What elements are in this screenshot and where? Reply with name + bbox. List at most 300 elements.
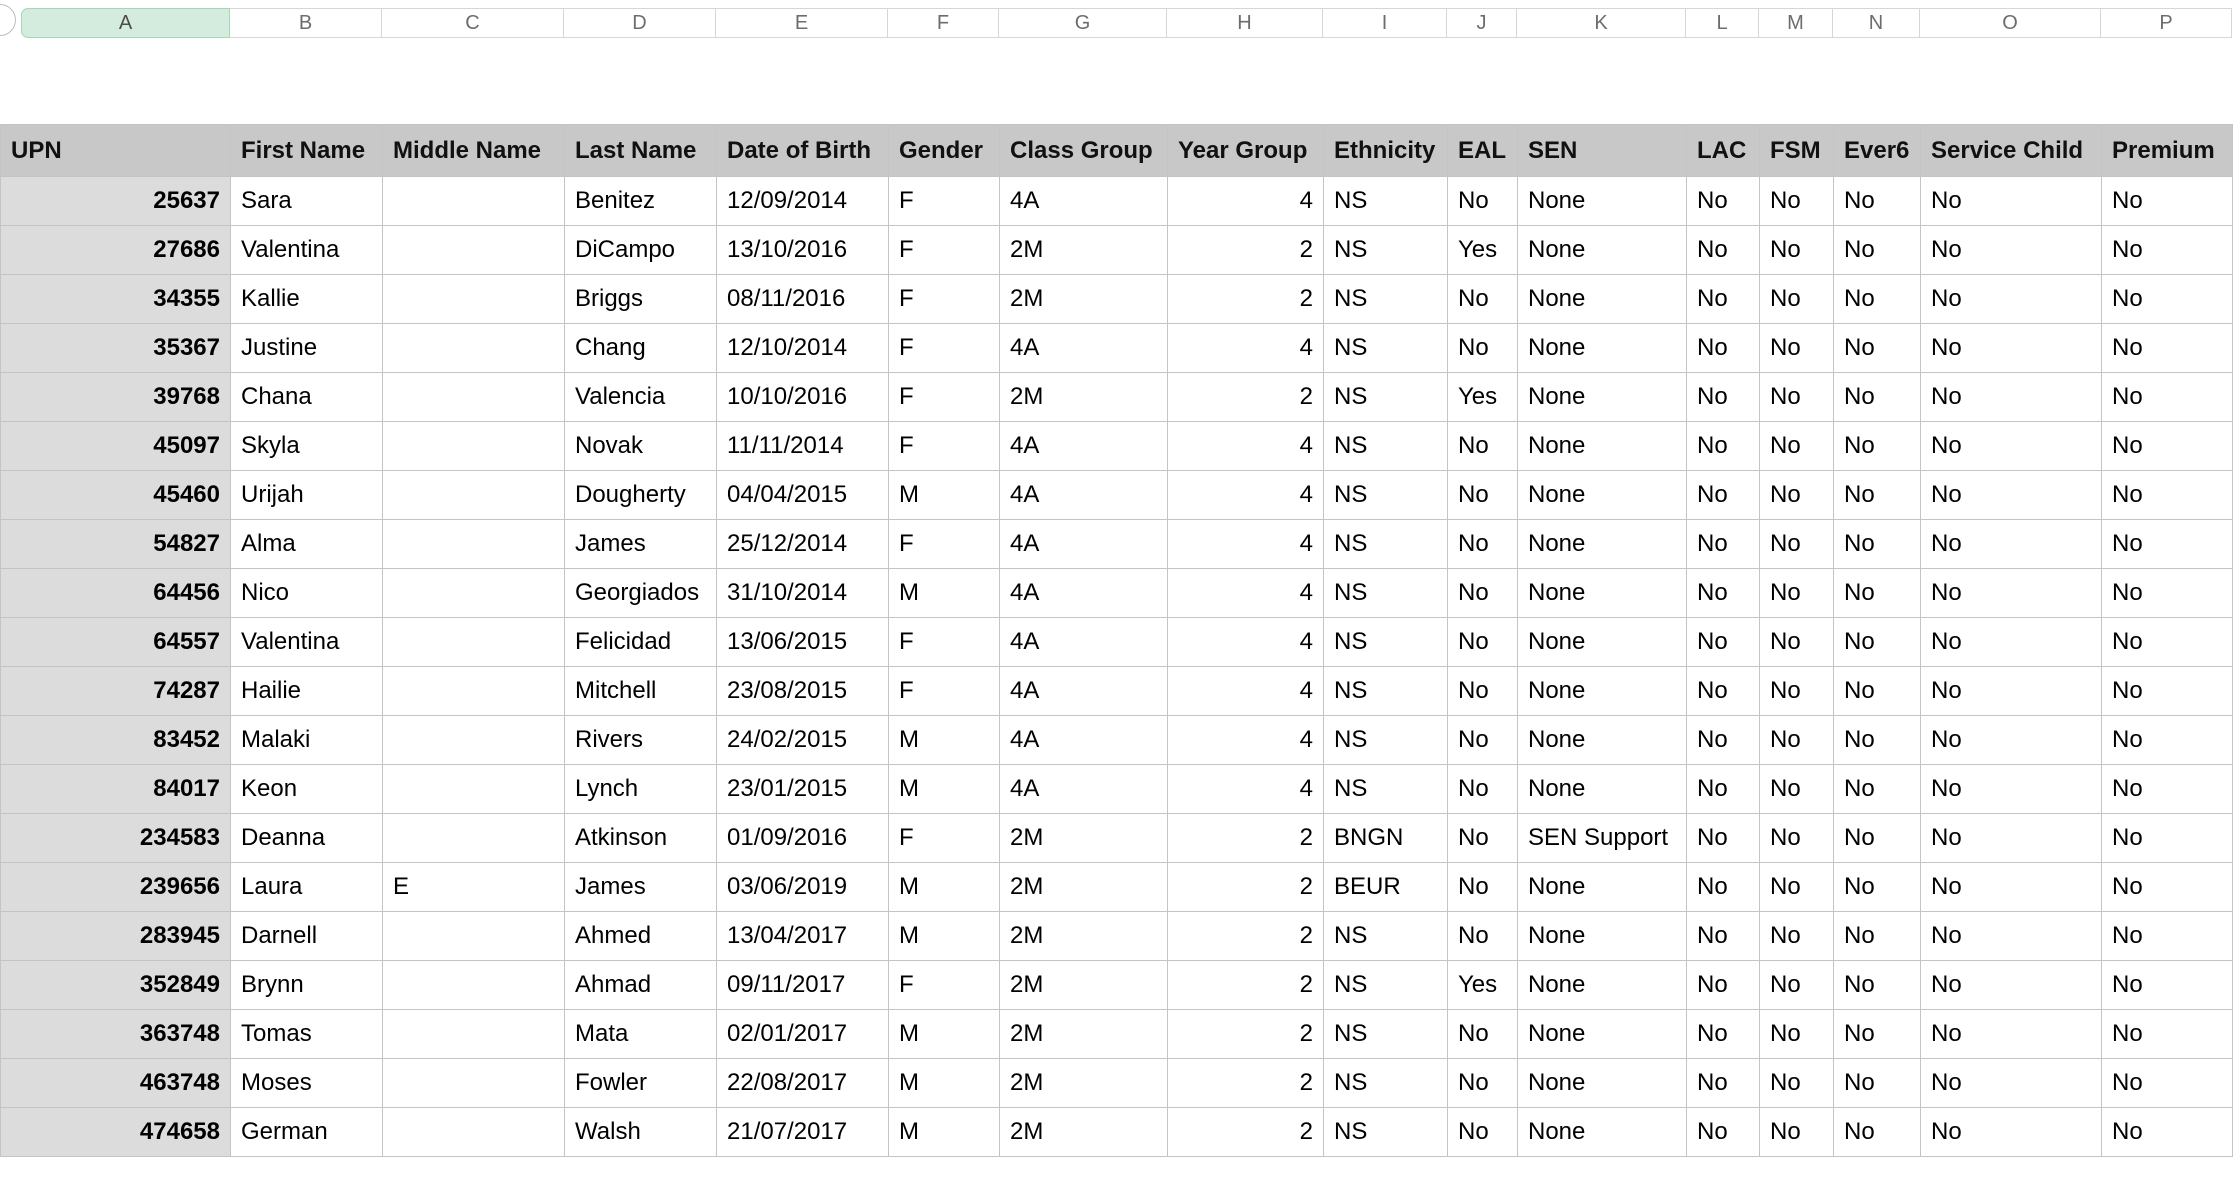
cell-upn[interactable]: 234583	[1, 814, 231, 863]
cell-sen[interactable]: None	[1518, 177, 1687, 226]
cell-date-of-birth[interactable]: 12/09/2014	[717, 177, 889, 226]
cell-first-name[interactable]: Chana	[231, 373, 383, 422]
header-ever6[interactable]: Ever6	[1834, 125, 1921, 177]
cell-ever6[interactable]: No	[1834, 618, 1921, 667]
cell-date-of-birth[interactable]: 08/11/2016	[717, 275, 889, 324]
cell-fsm[interactable]: No	[1760, 226, 1834, 275]
cell-middle-name[interactable]	[383, 1059, 565, 1108]
cell-date-of-birth[interactable]: 11/11/2014	[717, 422, 889, 471]
cell-date-of-birth[interactable]: 23/01/2015	[717, 765, 889, 814]
header-date-of-birth[interactable]: Date of Birth	[717, 125, 889, 177]
cell-ever6[interactable]: No	[1834, 275, 1921, 324]
cell-fsm[interactable]: No	[1760, 814, 1834, 863]
cell-upn[interactable]: 35367	[1, 324, 231, 373]
cell-first-name[interactable]: Moses	[231, 1059, 383, 1108]
cell-eal[interactable]: No	[1448, 569, 1518, 618]
cell-service-child[interactable]: No	[1921, 324, 2102, 373]
cell-ethnicity[interactable]: NS	[1324, 422, 1448, 471]
cell-eal[interactable]: No	[1448, 471, 1518, 520]
cell-premium[interactable]: No	[2102, 1108, 2233, 1157]
cell-last-name[interactable]: Mata	[565, 1010, 717, 1059]
cell-lac[interactable]: No	[1687, 520, 1760, 569]
cell-ever6[interactable]: No	[1834, 863, 1921, 912]
cell-middle-name[interactable]	[383, 520, 565, 569]
cell-middle-name[interactable]	[383, 961, 565, 1010]
cell-ever6[interactable]: No	[1834, 520, 1921, 569]
cell-upn[interactable]: 34355	[1, 275, 231, 324]
cell-service-child[interactable]: No	[1921, 961, 2102, 1010]
cell-ethnicity[interactable]: NS	[1324, 1059, 1448, 1108]
cell-eal[interactable]: No	[1448, 275, 1518, 324]
cell-fsm[interactable]: No	[1760, 961, 1834, 1010]
cell-class-group[interactable]: 4A	[1000, 520, 1168, 569]
cell-gender[interactable]: F	[889, 177, 1000, 226]
cell-premium[interactable]: No	[2102, 765, 2233, 814]
cell-year-group[interactable]: 2	[1168, 863, 1324, 912]
cell-service-child[interactable]: No	[1921, 1108, 2102, 1157]
cell-ethnicity[interactable]: NS	[1324, 177, 1448, 226]
cell-year-group[interactable]: 4	[1168, 569, 1324, 618]
cell-first-name[interactable]: Tomas	[231, 1010, 383, 1059]
cell-gender[interactable]: F	[889, 667, 1000, 716]
cell-ever6[interactable]: No	[1834, 961, 1921, 1010]
cell-year-group[interactable]: 2	[1168, 226, 1324, 275]
cell-last-name[interactable]: Ahmed	[565, 912, 717, 961]
cell-gender[interactable]: M	[889, 569, 1000, 618]
cell-first-name[interactable]: Kallie	[231, 275, 383, 324]
cell-service-child[interactable]: No	[1921, 373, 2102, 422]
cell-ethnicity[interactable]: BNGN	[1324, 814, 1448, 863]
cell-year-group[interactable]: 4	[1168, 618, 1324, 667]
cell-upn[interactable]: 64557	[1, 618, 231, 667]
cell-ethnicity[interactable]: BEUR	[1324, 863, 1448, 912]
cell-first-name[interactable]: Hailie	[231, 667, 383, 716]
cell-middle-name[interactable]	[383, 1108, 565, 1157]
cell-eal[interactable]: No	[1448, 1108, 1518, 1157]
cell-last-name[interactable]: Felicidad	[565, 618, 717, 667]
cell-year-group[interactable]: 4	[1168, 520, 1324, 569]
cell-last-name[interactable]: Rivers	[565, 716, 717, 765]
cell-date-of-birth[interactable]: 01/09/2016	[717, 814, 889, 863]
cell-lac[interactable]: No	[1687, 422, 1760, 471]
cell-last-name[interactable]: Walsh	[565, 1108, 717, 1157]
cell-service-child[interactable]: No	[1921, 1059, 2102, 1108]
cell-eal[interactable]: Yes	[1448, 961, 1518, 1010]
cell-service-child[interactable]: No	[1921, 814, 2102, 863]
cell-year-group[interactable]: 2	[1168, 1108, 1324, 1157]
cell-fsm[interactable]: No	[1760, 618, 1834, 667]
cell-class-group[interactable]: 2M	[1000, 1108, 1168, 1157]
cell-premium[interactable]: No	[2102, 1059, 2233, 1108]
cell-upn[interactable]: 64456	[1, 569, 231, 618]
cell-lac[interactable]: No	[1687, 373, 1760, 422]
cell-ever6[interactable]: No	[1834, 373, 1921, 422]
cell-first-name[interactable]: German	[231, 1108, 383, 1157]
cell-class-group[interactable]: 4A	[1000, 667, 1168, 716]
cell-first-name[interactable]: Urijah	[231, 471, 383, 520]
cell-service-child[interactable]: No	[1921, 667, 2102, 716]
cell-fsm[interactable]: No	[1760, 373, 1834, 422]
cell-fsm[interactable]: No	[1760, 912, 1834, 961]
cell-premium[interactable]: No	[2102, 667, 2233, 716]
cell-ever6[interactable]: No	[1834, 1010, 1921, 1059]
cell-service-child[interactable]: No	[1921, 177, 2102, 226]
cell-lac[interactable]: No	[1687, 863, 1760, 912]
cell-ethnicity[interactable]: NS	[1324, 1108, 1448, 1157]
cell-year-group[interactable]: 2	[1168, 814, 1324, 863]
cell-service-child[interactable]: No	[1921, 912, 2102, 961]
cell-date-of-birth[interactable]: 03/06/2019	[717, 863, 889, 912]
cell-first-name[interactable]: Nico	[231, 569, 383, 618]
cell-upn[interactable]: 474658	[1, 1108, 231, 1157]
cell-date-of-birth[interactable]: 12/10/2014	[717, 324, 889, 373]
cell-lac[interactable]: No	[1687, 814, 1760, 863]
column-letter-a[interactable]: A	[21, 8, 230, 38]
cell-sen[interactable]: None	[1518, 1108, 1687, 1157]
cell-ethnicity[interactable]: NS	[1324, 618, 1448, 667]
cell-middle-name[interactable]	[383, 275, 565, 324]
cell-upn[interactable]: 239656	[1, 863, 231, 912]
cell-eal[interactable]: No	[1448, 765, 1518, 814]
cell-eal[interactable]: No	[1448, 1059, 1518, 1108]
cell-class-group[interactable]: 2M	[1000, 373, 1168, 422]
cell-upn[interactable]: 74287	[1, 667, 231, 716]
header-eal[interactable]: EAL	[1448, 125, 1518, 177]
cell-premium[interactable]: No	[2102, 520, 2233, 569]
cell-ethnicity[interactable]: NS	[1324, 716, 1448, 765]
cell-middle-name[interactable]	[383, 716, 565, 765]
cell-sen[interactable]: None	[1518, 618, 1687, 667]
cell-middle-name[interactable]	[383, 471, 565, 520]
cell-lac[interactable]: No	[1687, 226, 1760, 275]
cell-fsm[interactable]: No	[1760, 275, 1834, 324]
cell-premium[interactable]: No	[2102, 961, 2233, 1010]
cell-last-name[interactable]: Atkinson	[565, 814, 717, 863]
cell-first-name[interactable]: Alma	[231, 520, 383, 569]
cell-upn[interactable]: 283945	[1, 912, 231, 961]
cell-sen[interactable]: None	[1518, 520, 1687, 569]
cell-service-child[interactable]: No	[1921, 520, 2102, 569]
cell-last-name[interactable]: James	[565, 520, 717, 569]
cell-class-group[interactable]: 2M	[1000, 1059, 1168, 1108]
cell-date-of-birth[interactable]: 13/06/2015	[717, 618, 889, 667]
cell-first-name[interactable]: Laura	[231, 863, 383, 912]
cell-sen[interactable]: None	[1518, 373, 1687, 422]
cell-middle-name[interactable]: E	[383, 863, 565, 912]
cell-ever6[interactable]: No	[1834, 765, 1921, 814]
cell-year-group[interactable]: 4	[1168, 765, 1324, 814]
cell-lac[interactable]: No	[1687, 1108, 1760, 1157]
column-letter-c[interactable]: C	[382, 8, 564, 38]
cell-class-group[interactable]: 2M	[1000, 912, 1168, 961]
cell-middle-name[interactable]	[383, 765, 565, 814]
cell-ever6[interactable]: No	[1834, 1059, 1921, 1108]
cell-class-group[interactable]: 2M	[1000, 275, 1168, 324]
cell-fsm[interactable]: No	[1760, 471, 1834, 520]
cell-eal[interactable]: No	[1448, 618, 1518, 667]
cell-eal[interactable]: No	[1448, 324, 1518, 373]
cell-service-child[interactable]: No	[1921, 422, 2102, 471]
column-letter-j[interactable]: J	[1447, 8, 1517, 38]
column-letter-e[interactable]: E	[716, 8, 888, 38]
column-letter-l[interactable]: L	[1686, 8, 1759, 38]
header-upn[interactable]: UPN	[1, 125, 231, 177]
cell-date-of-birth[interactable]: 13/04/2017	[717, 912, 889, 961]
cell-ever6[interactable]: No	[1834, 716, 1921, 765]
cell-upn[interactable]: 45097	[1, 422, 231, 471]
cell-ever6[interactable]: No	[1834, 471, 1921, 520]
cell-lac[interactable]: No	[1687, 716, 1760, 765]
cell-eal[interactable]: No	[1448, 177, 1518, 226]
cell-upn[interactable]: 27686	[1, 226, 231, 275]
cell-service-child[interactable]: No	[1921, 471, 2102, 520]
cell-class-group[interactable]: 4A	[1000, 569, 1168, 618]
cell-last-name[interactable]: Georgiados	[565, 569, 717, 618]
cell-sen[interactable]: None	[1518, 275, 1687, 324]
cell-lac[interactable]: No	[1687, 1010, 1760, 1059]
cell-fsm[interactable]: No	[1760, 520, 1834, 569]
cell-fsm[interactable]: No	[1760, 177, 1834, 226]
cell-upn[interactable]: 54827	[1, 520, 231, 569]
cell-gender[interactable]: F	[889, 275, 1000, 324]
cell-sen[interactable]: None	[1518, 765, 1687, 814]
cell-date-of-birth[interactable]: 10/10/2016	[717, 373, 889, 422]
cell-eal[interactable]: No	[1448, 1010, 1518, 1059]
cell-first-name[interactable]: Brynn	[231, 961, 383, 1010]
cell-class-group[interactable]: 4A	[1000, 471, 1168, 520]
cell-ethnicity[interactable]: NS	[1324, 961, 1448, 1010]
cell-middle-name[interactable]	[383, 324, 565, 373]
cell-gender[interactable]: F	[889, 961, 1000, 1010]
cell-eal[interactable]: No	[1448, 912, 1518, 961]
cell-lac[interactable]: No	[1687, 324, 1760, 373]
cell-last-name[interactable]: Benitez	[565, 177, 717, 226]
header-first-name[interactable]: First Name	[231, 125, 383, 177]
cell-middle-name[interactable]	[383, 177, 565, 226]
cell-sen[interactable]: None	[1518, 716, 1687, 765]
column-letter-g[interactable]: G	[999, 8, 1167, 38]
cell-premium[interactable]: No	[2102, 275, 2233, 324]
cell-first-name[interactable]: Sara	[231, 177, 383, 226]
cell-first-name[interactable]: Keon	[231, 765, 383, 814]
cell-premium[interactable]: No	[2102, 1010, 2233, 1059]
cell-upn[interactable]: 39768	[1, 373, 231, 422]
cell-middle-name[interactable]	[383, 1010, 565, 1059]
cell-first-name[interactable]: Justine	[231, 324, 383, 373]
cell-ever6[interactable]: No	[1834, 912, 1921, 961]
cell-class-group[interactable]: 4A	[1000, 324, 1168, 373]
cell-premium[interactable]: No	[2102, 373, 2233, 422]
cell-sen[interactable]: None	[1518, 422, 1687, 471]
cell-gender[interactable]: M	[889, 765, 1000, 814]
header-class-group[interactable]: Class Group	[1000, 125, 1168, 177]
cell-service-child[interactable]: No	[1921, 275, 2102, 324]
cell-gender[interactable]: F	[889, 373, 1000, 422]
cell-lac[interactable]: No	[1687, 961, 1760, 1010]
column-letter-f[interactable]: F	[888, 8, 999, 38]
cell-middle-name[interactable]	[383, 618, 565, 667]
cell-date-of-birth[interactable]: 21/07/2017	[717, 1108, 889, 1157]
cell-fsm[interactable]: No	[1760, 1059, 1834, 1108]
cell-gender[interactable]: M	[889, 1010, 1000, 1059]
cell-year-group[interactable]: 4	[1168, 716, 1324, 765]
cell-last-name[interactable]: James	[565, 863, 717, 912]
cell-eal[interactable]: No	[1448, 814, 1518, 863]
cell-year-group[interactable]: 4	[1168, 422, 1324, 471]
cell-eal[interactable]: No	[1448, 667, 1518, 716]
header-year-group[interactable]: Year Group	[1168, 125, 1324, 177]
cell-ethnicity[interactable]: NS	[1324, 569, 1448, 618]
cell-sen[interactable]: None	[1518, 569, 1687, 618]
cell-year-group[interactable]: 4	[1168, 324, 1324, 373]
cell-premium[interactable]: No	[2102, 814, 2233, 863]
cell-middle-name[interactable]	[383, 912, 565, 961]
column-letter-h[interactable]: H	[1167, 8, 1323, 38]
cell-first-name[interactable]: Malaki	[231, 716, 383, 765]
cell-class-group[interactable]: 4A	[1000, 765, 1168, 814]
cell-service-child[interactable]: No	[1921, 618, 2102, 667]
cell-first-name[interactable]: Skyla	[231, 422, 383, 471]
cell-eal[interactable]: Yes	[1448, 373, 1518, 422]
cell-eal[interactable]: No	[1448, 520, 1518, 569]
cell-last-name[interactable]: Dougherty	[565, 471, 717, 520]
cell-class-group[interactable]: 4A	[1000, 618, 1168, 667]
cell-sen[interactable]: None	[1518, 324, 1687, 373]
cell-upn[interactable]: 84017	[1, 765, 231, 814]
cell-year-group[interactable]: 4	[1168, 471, 1324, 520]
column-letter-n[interactable]: N	[1833, 8, 1920, 38]
cell-eal[interactable]: No	[1448, 422, 1518, 471]
select-all-button[interactable]	[0, 4, 16, 36]
cell-gender[interactable]: F	[889, 618, 1000, 667]
cell-gender[interactable]: M	[889, 471, 1000, 520]
cell-eal[interactable]: No	[1448, 863, 1518, 912]
cell-gender[interactable]: F	[889, 324, 1000, 373]
cell-ethnicity[interactable]: NS	[1324, 471, 1448, 520]
cell-sen[interactable]: None	[1518, 1010, 1687, 1059]
cell-ethnicity[interactable]: NS	[1324, 226, 1448, 275]
cell-sen[interactable]: None	[1518, 1059, 1687, 1108]
cell-premium[interactable]: No	[2102, 226, 2233, 275]
cell-gender[interactable]: F	[889, 814, 1000, 863]
column-letter-i[interactable]: I	[1323, 8, 1447, 38]
cell-lac[interactable]: No	[1687, 569, 1760, 618]
cell-eal[interactable]: No	[1448, 716, 1518, 765]
cell-ever6[interactable]: No	[1834, 226, 1921, 275]
cell-gender[interactable]: M	[889, 716, 1000, 765]
cell-fsm[interactable]: No	[1760, 765, 1834, 814]
cell-first-name[interactable]: Darnell	[231, 912, 383, 961]
header-service-child[interactable]: Service Child	[1921, 125, 2102, 177]
cell-year-group[interactable]: 4	[1168, 177, 1324, 226]
cell-upn[interactable]: 463748	[1, 1059, 231, 1108]
header-ethnicity[interactable]: Ethnicity	[1324, 125, 1448, 177]
cell-fsm[interactable]: No	[1760, 863, 1834, 912]
cell-lac[interactable]: No	[1687, 912, 1760, 961]
cell-premium[interactable]: No	[2102, 912, 2233, 961]
cell-lac[interactable]: No	[1687, 618, 1760, 667]
column-letter-b[interactable]: B	[230, 8, 382, 38]
cell-lac[interactable]: No	[1687, 667, 1760, 716]
cell-date-of-birth[interactable]: 09/11/2017	[717, 961, 889, 1010]
header-last-name[interactable]: Last Name	[565, 125, 717, 177]
header-sen[interactable]: SEN	[1518, 125, 1687, 177]
cell-gender[interactable]: F	[889, 422, 1000, 471]
cell-sen[interactable]: SEN Support	[1518, 814, 1687, 863]
cell-middle-name[interactable]	[383, 814, 565, 863]
column-letter-k[interactable]: K	[1517, 8, 1686, 38]
cell-year-group[interactable]: 2	[1168, 961, 1324, 1010]
cell-ever6[interactable]: No	[1834, 667, 1921, 716]
cell-class-group[interactable]: 2M	[1000, 1010, 1168, 1059]
cell-class-group[interactable]: 2M	[1000, 814, 1168, 863]
cell-premium[interactable]: No	[2102, 863, 2233, 912]
cell-date-of-birth[interactable]: 31/10/2014	[717, 569, 889, 618]
cell-lac[interactable]: No	[1687, 177, 1760, 226]
cell-middle-name[interactable]	[383, 373, 565, 422]
cell-ethnicity[interactable]: NS	[1324, 912, 1448, 961]
cell-ethnicity[interactable]: NS	[1324, 520, 1448, 569]
cell-lac[interactable]: No	[1687, 471, 1760, 520]
cell-service-child[interactable]: No	[1921, 716, 2102, 765]
header-middle-name[interactable]: Middle Name	[383, 125, 565, 177]
cell-premium[interactable]: No	[2102, 324, 2233, 373]
cell-fsm[interactable]: No	[1760, 324, 1834, 373]
cell-ethnicity[interactable]: NS	[1324, 275, 1448, 324]
cell-fsm[interactable]: No	[1760, 1108, 1834, 1157]
cell-year-group[interactable]: 2	[1168, 373, 1324, 422]
cell-ethnicity[interactable]: NS	[1324, 1010, 1448, 1059]
cell-premium[interactable]: No	[2102, 422, 2233, 471]
cell-year-group[interactable]: 2	[1168, 1010, 1324, 1059]
cell-premium[interactable]: No	[2102, 618, 2233, 667]
header-premium[interactable]: Premium	[2102, 125, 2233, 177]
cell-fsm[interactable]: No	[1760, 569, 1834, 618]
header-fsm[interactable]: FSM	[1760, 125, 1834, 177]
cell-class-group[interactable]: 2M	[1000, 863, 1168, 912]
cell-last-name[interactable]: Fowler	[565, 1059, 717, 1108]
cell-gender[interactable]: M	[889, 912, 1000, 961]
cell-fsm[interactable]: No	[1760, 1010, 1834, 1059]
cell-sen[interactable]: None	[1518, 961, 1687, 1010]
cell-premium[interactable]: No	[2102, 177, 2233, 226]
cell-lac[interactable]: No	[1687, 765, 1760, 814]
cell-fsm[interactable]: No	[1760, 422, 1834, 471]
cell-premium[interactable]: No	[2102, 471, 2233, 520]
cell-eal[interactable]: Yes	[1448, 226, 1518, 275]
cell-gender[interactable]: M	[889, 1059, 1000, 1108]
cell-last-name[interactable]: Novak	[565, 422, 717, 471]
cell-service-child[interactable]: No	[1921, 226, 2102, 275]
cell-middle-name[interactable]	[383, 226, 565, 275]
cell-service-child[interactable]: No	[1921, 863, 2102, 912]
cell-premium[interactable]: No	[2102, 569, 2233, 618]
cell-year-group[interactable]: 2	[1168, 912, 1324, 961]
cell-sen[interactable]: None	[1518, 912, 1687, 961]
cell-last-name[interactable]: Valencia	[565, 373, 717, 422]
cell-year-group[interactable]: 4	[1168, 667, 1324, 716]
cell-upn[interactable]: 83452	[1, 716, 231, 765]
cell-last-name[interactable]: Ahmad	[565, 961, 717, 1010]
cell-last-name[interactable]: Briggs	[565, 275, 717, 324]
cell-first-name[interactable]: Valentina	[231, 618, 383, 667]
cell-sen[interactable]: None	[1518, 667, 1687, 716]
column-letter-d[interactable]: D	[564, 8, 716, 38]
cell-ever6[interactable]: No	[1834, 177, 1921, 226]
cell-ethnicity[interactable]: NS	[1324, 765, 1448, 814]
cell-class-group[interactable]: 4A	[1000, 177, 1168, 226]
cell-lac[interactable]: No	[1687, 275, 1760, 324]
